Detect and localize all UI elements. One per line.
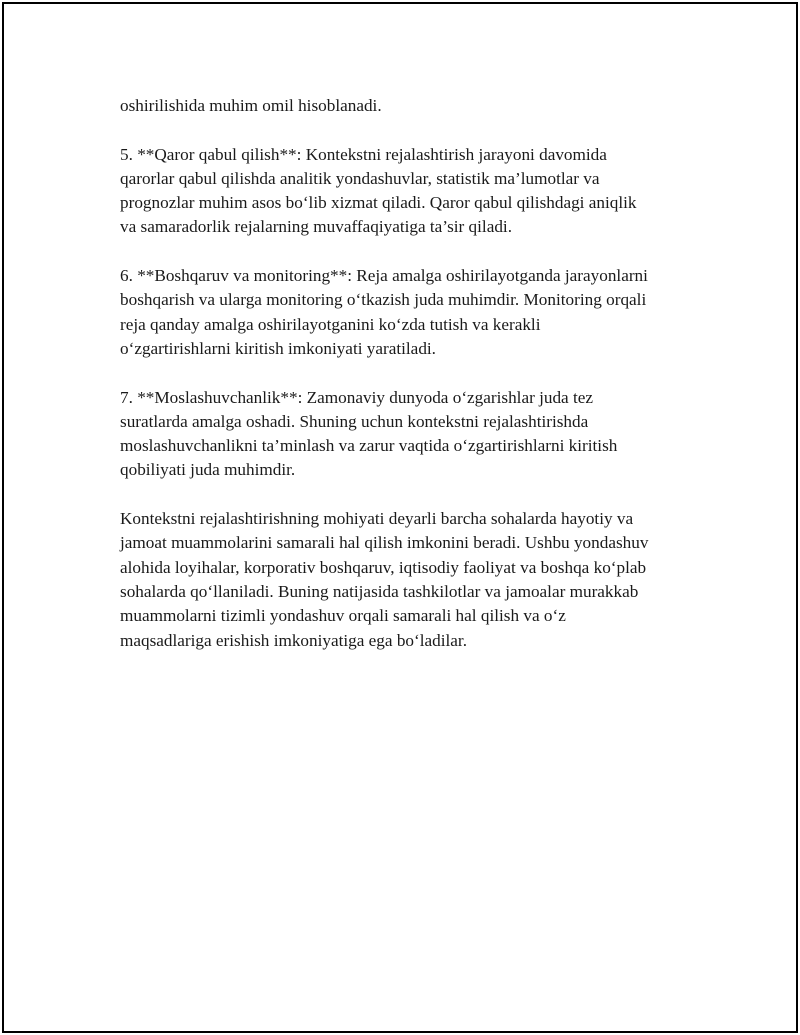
text-line: jamoat muammolarini samarali hal qilish imkonini beradi. Ushbu yondashuv	[120, 533, 649, 553]
text-line: 5. **Qaror qabul qilish**: Kontekstni rejalashtirish jarayoni davomida	[120, 144, 607, 164]
text-line: 7. **Moslashuvchanlik**: Zamonaviy dunyoda o‘zgarishlar juda tez	[120, 387, 594, 407]
text-line: sohalarda qo‘llaniladi. Buning natijasida tashkilotlar va jamoalar murakkab	[120, 581, 639, 601]
text-line: qobiliyati juda muhimdir.	[120, 460, 296, 480]
text-line: o‘zgartirishlarni kiritish imkoniyati yaratiladi.	[120, 338, 436, 358]
text-line: suratlarda amalga oshadi. Shuning uchun kontekstni rejalashtirishda	[120, 411, 589, 431]
text-line: oshirilishida muhim omil hisoblanadi.	[120, 96, 382, 115]
text-line: va samaradorlik rejalarning muvaffaqiyatiga ta’sir qiladi.	[120, 217, 512, 237]
text-line: moslashuvchanlikni ta’minlash va zarur vaqtida o‘zgartirishlarni kiritish	[120, 436, 618, 456]
paragraph-conclusion	[120, 507, 700, 653]
text-line: Kontekstni rejalashtirishning mohiyati deyarli barcha sohalarda hayotiy va	[120, 509, 634, 529]
text-line: alohida loyihalar, korporativ boshqaruv, iqtisodiy faoliyat va boshqa ko‘plab	[120, 557, 647, 577]
text-line: 6. **Boshqaruv va monitoring**: Reja amalga oshirilayotganda jarayonlarni	[120, 266, 648, 286]
paragraph-item-5	[120, 143, 700, 240]
text-line: boshqarish va ularga monitoring o‘tkazish juda muhimdir. Monitoring orqali	[120, 290, 647, 310]
text-line: reja qanday amalga oshirilayotganini ko‘zda tutish va kerakli	[120, 314, 541, 334]
paragraph-item-7	[120, 386, 700, 483]
paragraph-item-6	[120, 264, 700, 361]
text-line: maqsadlariga erishish imkoniyatiga ega bo‘ladilar.	[120, 630, 467, 650]
page-frame	[2, 2, 798, 1033]
text-line: prognozlar muhim asos bo‘lib xizmat qiladi. Qaror qabul qilishdagi aniqlik	[120, 193, 637, 213]
paragraph-continuation	[120, 94, 700, 118]
document-body	[120, 94, 700, 677]
text-line: muammolarni tizimli yondashuv orqali samarali hal qilish va o‘z	[120, 606, 566, 626]
text-line: qarorlar qabul qilishda analitik yondashuvlar, statistik ma’lumotlar va	[120, 168, 600, 188]
